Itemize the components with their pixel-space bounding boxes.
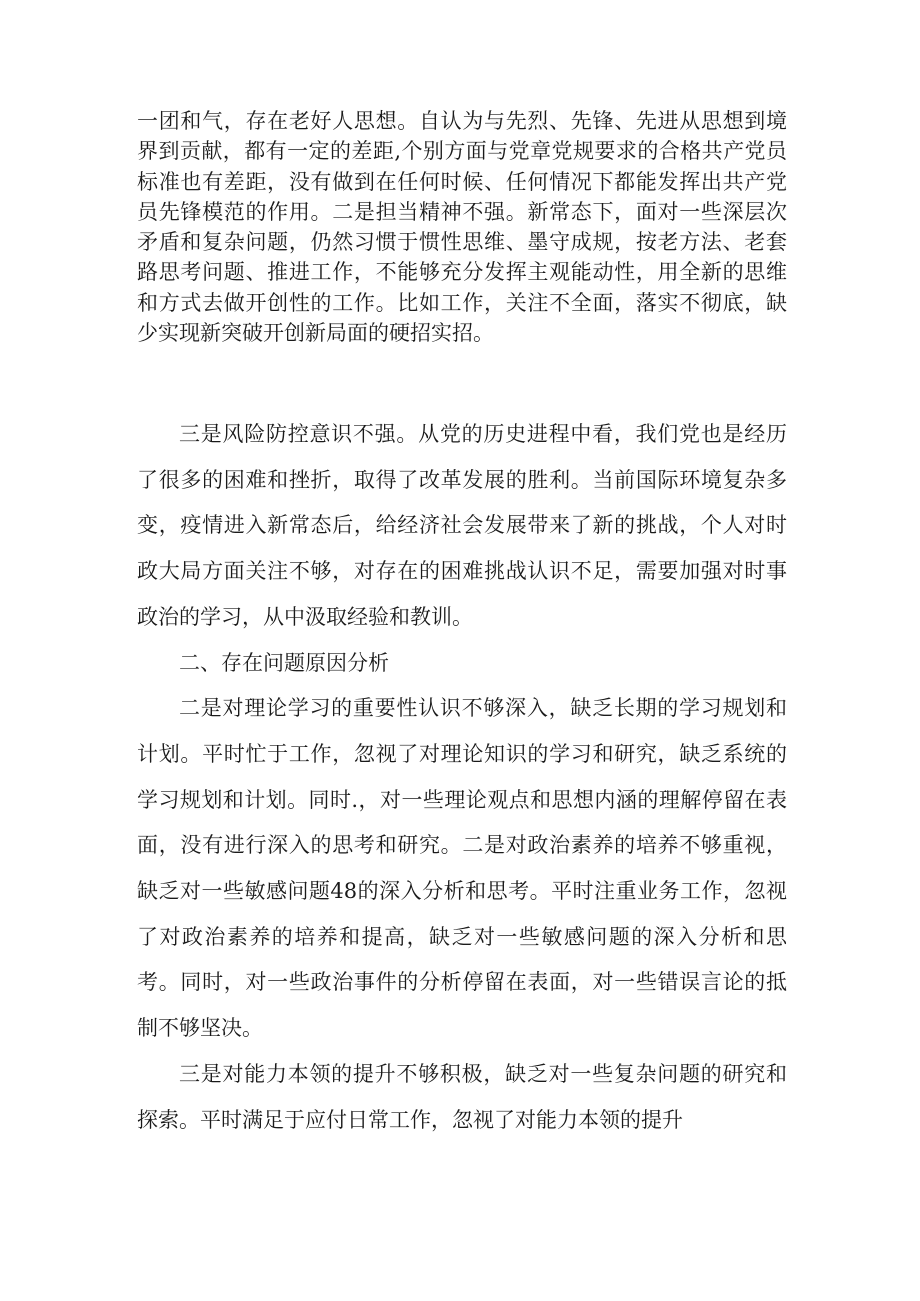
section-heading-cause-analysis: 二、存在问题原因分析 [179,650,389,675]
paragraph-continued-virtue: 一团和气，存在老好人思想。自认为与先烈、先锋、先进从思想到境界到贡献，都有一定的差距,个别方面与党章党规要求的合格共产党员标准也有差距，没有做到在任何时候、任何情况下都能发挥出共产党员先锋模范的作用。二是担当精神不强。新常态下，面对一些深层次矛盾和复杂问题，仍然习惯于惯性思维、墨守成规，按老方法、老套路思考问题、推进工作，不能够充分发挥主观能动性，用全新的思维和方式去做开创性的工作。比如工作，关注不全面，落实不彻底，缺少实现新突破开创新局面的硬招实招。 [137,109,787,346]
paragraph-risk-control: 三是风险防控意识不强。从党的历史进程中看，我们党也是经历了很多的困难和挫折，取得了改革发展的胜利。当前国际环境复杂多变，疫情进入新常态后，给经济社会发展带来了新的挑战，个人对时政大局方面关注不够，对存在的困难挑战认识不足，需要加强对时事政治的学习，从中汲取经验和教训。 [137,422,787,629]
text-block-main [137,399,787,1143]
paragraph-ability-improvement: 三是对能力本领的提升不够积极，缺乏对一些复杂问题的研究和探索。平时满足于应付日常工作，忽视了对能力本领的提升 [137,1061,787,1132]
text-block-continued [137,106,787,348]
paragraph-theory-study: 二是对理论学习的重要性认识不够深入，缺乏长期的学习规划和计划。平时忙于工作，忽视了对理论知识的学习和研究，缺乏系统的学习规划和计划。同时.，对一些理论观点和思想内涵的理解停留在表面，没有进行深入的思考和研究。二是对政治素养的培养不够重视，缺乏对一些敏感问题48的深入分析和思考。平时注重业务工作，忽视了对政治素养的培养和提高，缺乏对一些敏感问题的深入分析和思考。同时，对一些政治事件的分析停留在表面，对一些错误言论的抵制不够坚决。 [137,696,787,1041]
